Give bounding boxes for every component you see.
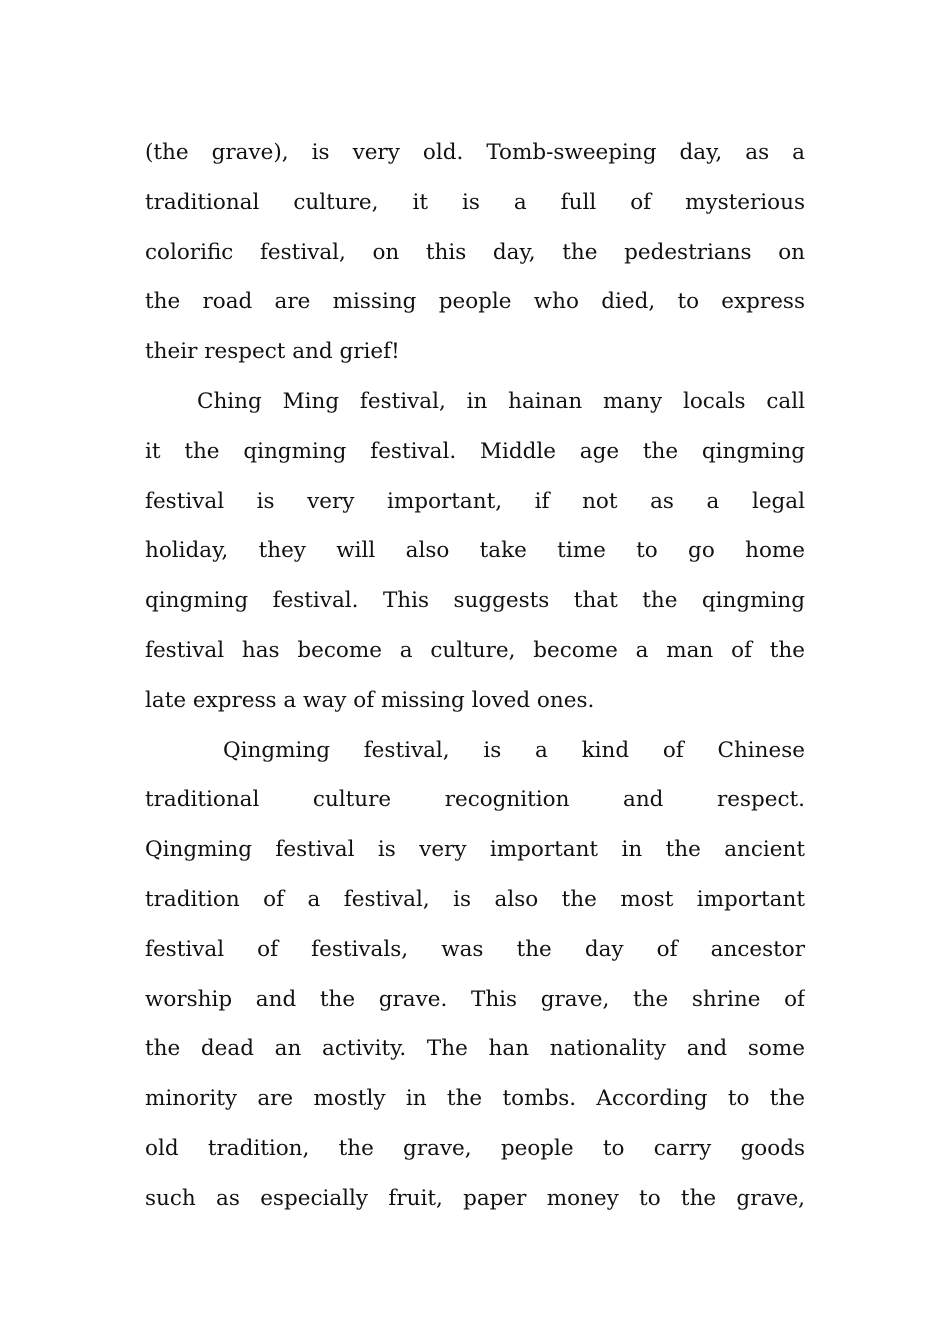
text-line: (the grave), is very old. Tomb-sweeping day, as a <box>145 140 805 165</box>
text-line: Ching Ming festival, in hainan many locals call <box>197 388 805 414</box>
paragraph-2 <box>145 377 805 726</box>
text-line: old tradition, the grave, people to carry goods <box>145 1135 805 1161</box>
text-line: traditional culture, it is a full of mysterious <box>145 189 805 215</box>
text-line: it the qingming festival. Middle age the qingming <box>145 438 805 464</box>
text-line: festival has become a culture, become a man of the <box>145 637 805 663</box>
text-line: qingming festival. This suggests that the qingming <box>145 588 805 614</box>
text-line: tradition of a festival, is also the most important <box>145 886 805 912</box>
text-line: colorific festival, on this day, the pedestrians on <box>145 239 805 265</box>
text-line: traditional culture recognition and respect. <box>145 787 805 813</box>
text-line: late express a way of missing loved ones. <box>145 687 595 713</box>
text-line: minority are mostly in the tombs. According to the <box>145 1086 805 1112</box>
text-line: festival is very important, if not as a legal <box>145 488 805 514</box>
paragraph-1 <box>145 128 805 377</box>
text-line: the dead an activity. The han nationality and some <box>145 1036 805 1062</box>
text-line: such as especially fruit, paper money to the grave, <box>145 1185 805 1211</box>
text-line: holiday, they will also take time to go home <box>145 538 805 564</box>
text-line: Qingming festival, is a kind of Chinese <box>223 737 805 763</box>
text-line: Qingming festival is very important in the ancient <box>145 837 805 863</box>
text-line: their respect and grief! <box>145 339 400 365</box>
paragraph-3 <box>145 726 805 1224</box>
text-line: worship and the grave. This grave, the shrine of <box>145 986 805 1012</box>
text-line: the road are missing people who died, to express <box>145 289 805 315</box>
text-line: festival of festivals, was the day of ancestor <box>145 936 805 962</box>
document-body <box>145 128 805 1224</box>
